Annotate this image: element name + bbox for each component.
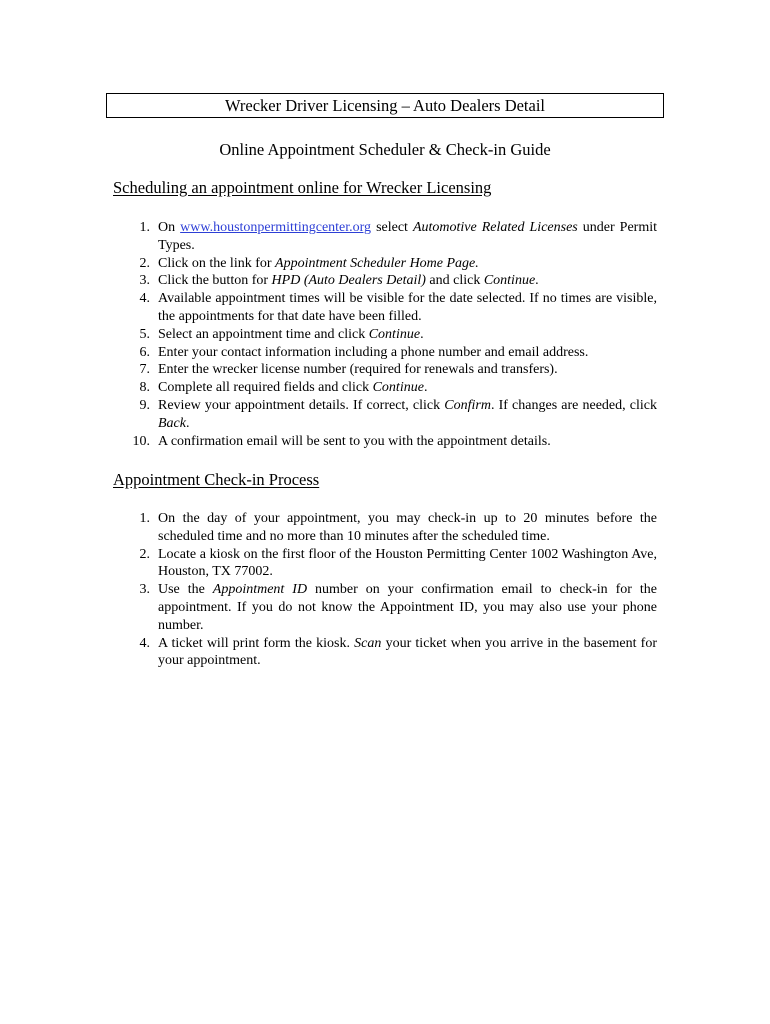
step-text: Select an appointment time and click (158, 326, 369, 342)
step-number: 5. (139, 326, 150, 342)
step-emphasis: Appointment ID (212, 582, 308, 598)
step-text: A ticket will print form the kiosk. (158, 635, 355, 651)
step-number: 2. (139, 255, 150, 271)
scheduling-step (113, 379, 657, 397)
step-text: Click the button for (158, 273, 272, 289)
step-number: 1. (139, 511, 150, 526)
checkin-step (113, 581, 657, 634)
step-number: 8. (139, 380, 150, 396)
step-number: 3. (139, 273, 150, 289)
step-text: Review your appointment details. If correct, click (158, 397, 445, 413)
step-text: Enter your contact information including a phone number and email address. (158, 344, 589, 360)
scheduling-steps-list (113, 219, 657, 450)
step-text: On the day of your appointment, you may check-in up to 20 minutes before the scheduled time and no more than 10 minutes after the scheduled time. (158, 511, 657, 544)
scheduling-step (113, 433, 657, 451)
scheduling-heading: Scheduling an appointment online for Wrecker Licensing (113, 178, 492, 197)
step-emphasis: Confirm (444, 397, 491, 413)
step-emphasis: Continue (368, 326, 421, 342)
step-emphasis: Automotive Related Licenses (412, 220, 578, 235)
step-text: . (420, 326, 424, 342)
step-emphasis: Appointment Scheduler Home Page. (275, 255, 479, 271)
checkin-step (113, 635, 657, 671)
step-number: 9. (139, 397, 150, 413)
checkin-step (113, 510, 657, 546)
step-text: Click on the link for (158, 255, 276, 271)
step-emphasis: Continue (372, 380, 424, 396)
step-text: Use the (158, 582, 213, 598)
step-text: under Permit Types. (158, 220, 657, 253)
step-emphasis: Scan (354, 635, 382, 651)
step-text: Enter the wrecker license number (required for renewals and transfers). (158, 362, 558, 378)
step-text: . If changes are needed, click (490, 397, 657, 413)
step-number: 2. (139, 546, 150, 562)
step-emphasis: Continue (483, 273, 536, 289)
step-number: 3. (139, 582, 150, 598)
houston-permitting-center-link[interactable]: www.houstonpermittingcenter.org (180, 220, 372, 235)
step-text: Complete all required fields and click (158, 380, 373, 396)
step-number: 6. (139, 344, 150, 360)
scheduling-step (113, 361, 657, 379)
scheduling-step (113, 397, 657, 433)
checkin-step (113, 546, 657, 582)
scheduling-step (113, 290, 657, 326)
step-text: . (535, 273, 539, 289)
step-number: 1. (139, 220, 150, 235)
step-number: 4. (139, 291, 150, 307)
step-text: select (371, 220, 413, 235)
scheduling-step (113, 219, 657, 255)
step-number: 4. (139, 635, 150, 651)
step-emphasis: HPD (Auto Dealers Detail) (271, 273, 426, 289)
step-text: A confirmation email will be sent to you with the appointment details. (158, 433, 551, 449)
checkin-steps-list (113, 510, 657, 670)
document-title: Wrecker Driver Licensing – Auto Dealers Detail (106, 93, 664, 118)
step-text: and click (425, 273, 484, 289)
checkin-heading: Appointment Check-in Process (113, 470, 320, 489)
document-subtitle: Online Appointment Scheduler & Check-in Guide (219, 140, 551, 159)
step-text: your ticket when you arrive in the basement for your appointment. (158, 635, 657, 669)
scheduling-step (113, 344, 657, 362)
step-text: Locate a kiosk on the first floor of the Houston Permitting Center 1002 Washington Ave, Houston, TX 77002. (158, 546, 657, 580)
step-number: 10. (132, 433, 150, 449)
step-emphasis: Back (158, 415, 186, 431)
scheduling-step (113, 255, 657, 273)
step-text: number on your confirmation email to check-in for the appointment. If you do not know the Appointment ID, you may also use your phone number. (158, 582, 657, 633)
step-number: 7. (139, 362, 150, 378)
step-text: On (158, 220, 181, 235)
step-text: Available appointment times will be visible for the date selected. If no times are visible, the appointments for that date have been filled. (158, 291, 657, 324)
scheduling-step (113, 326, 657, 344)
scheduling-step (113, 272, 657, 290)
step-text: . (185, 415, 190, 431)
step-text: . (423, 380, 428, 396)
